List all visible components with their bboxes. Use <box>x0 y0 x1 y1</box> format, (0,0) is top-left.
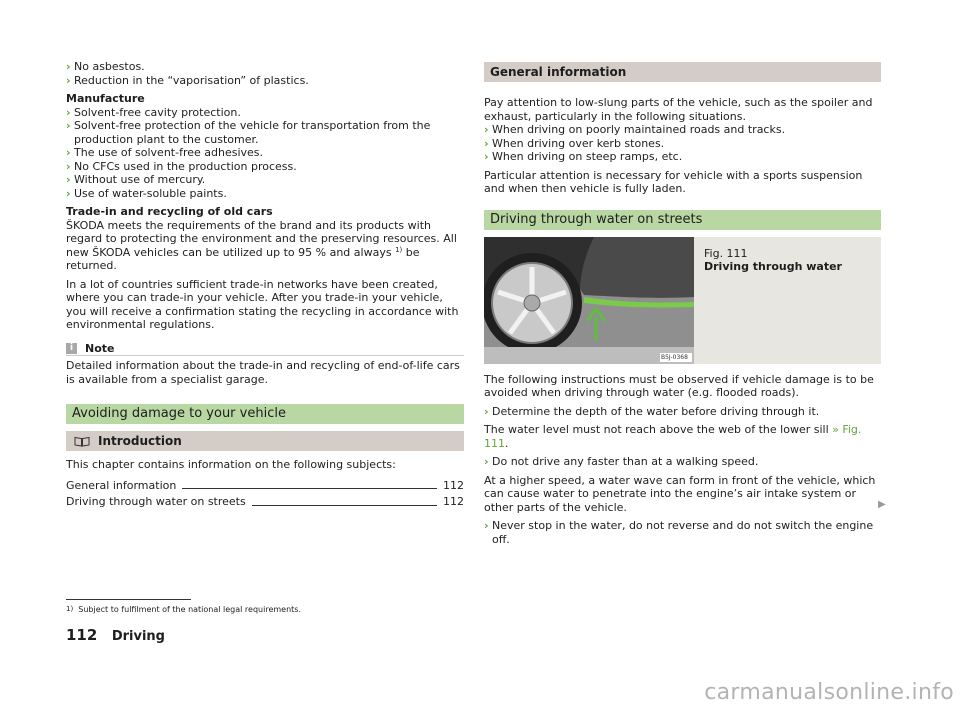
chevron-right-icon: › <box>66 146 71 159</box>
page-footer <box>66 626 165 644</box>
chevron-right-icon: › <box>484 136 489 150</box>
general-paragraph: Pay attention to low-slung parts of the vehicle, such as the spoiler and exhaust, particularly in the following situations. <box>484 96 873 123</box>
chevron-right-icon: › <box>484 455 489 468</box>
chevron-right-icon: › <box>484 404 489 418</box>
figure-code: B5J-0368 <box>661 353 688 361</box>
water-paragraph-1: The following instructions must be observed if vehicle damage is to be avoided when driving through water (e.g. flooded roads). <box>484 372 874 399</box>
right-column <box>484 60 881 546</box>
tradein-heading: Trade-in and recycling of old cars <box>66 205 273 218</box>
leader-line <box>252 505 437 506</box>
general-paragraph-2: Particular attention is necessary for vehicle with a sports suspension and when then vehicle is fully laden. <box>484 168 863 195</box>
figure-caption <box>694 237 842 364</box>
book-icon <box>74 436 90 447</box>
intro-text: This chapter contains information on the following subjects: <box>66 458 396 471</box>
footnote: 1) Subject to fulfilment of the national legal requirements. <box>66 605 301 614</box>
tradein-paragraph-2: In a lot of countries sufficient trade-in networks have been created, where you can trade-in your vehicle. After you trade-in your vehicle, you will receive a confirmation stating the recycling in accordance with environmental regulations. <box>66 277 459 331</box>
list-item: › When driving over kerb stones. <box>484 136 665 150</box>
note-label: Note <box>85 341 115 355</box>
toc-entry-general-information[interactable]: General information 112 <box>66 478 464 492</box>
chevron-right-icon: › <box>484 123 489 136</box>
footnote-ref: 1) <box>395 245 403 254</box>
list-item: › When driving on steep ramps, etc. <box>484 150 683 163</box>
manufacture-heading: Manufacture <box>66 92 145 105</box>
figure-111 <box>484 237 881 364</box>
note-header <box>66 342 464 356</box>
list-item: › Never stop in the water, do not reverse and do not switch the engine off. <box>484 519 874 546</box>
figure-image <box>484 237 694 364</box>
water-paragraph-3: At a higher speed, a water wave can form in front of the vehicle, which can cause water to penetrate into the engine’s air intake system or other parts of the vehicle. <box>484 473 876 514</box>
fig-111-link[interactable]: » Fig. 111 <box>484 423 862 450</box>
list-item: › When driving on poorly maintained roads and tracks. <box>484 123 786 136</box>
chevron-right-icon: › <box>66 105 71 119</box>
chapter-name: Driving <box>111 629 165 644</box>
chevron-right-icon: › <box>484 150 489 163</box>
list-item: › No asbestos. <box>66 60 145 73</box>
footnote-divider <box>66 599 191 600</box>
section-heading-water: Driving through water on streets <box>484 210 881 230</box>
watermark[interactable]: carmanualsonline.info <box>704 679 954 705</box>
introduction-heading: Introduction <box>66 431 464 451</box>
chevron-right-icon: › <box>66 159 71 173</box>
tradein-paragraph: ŠKODA meets the requirements of the brand and its products with regard to protecting the environment and the preserving resources. All new ŠKODA vehicles can be utilized up to 95 % and always $^{1)}$ be returned. <box>66 218 457 272</box>
list-item: › Use of water-soluble paints. <box>66 186 227 200</box>
toc-entry-driving-through-water[interactable]: Driving through water on streets 112 <box>66 495 464 508</box>
chevron-right-icon: › <box>66 119 71 132</box>
note-text: Detailed information about the trade-in and recycling of end-of-life cars is available from a specialist garage. <box>66 359 460 386</box>
info-icon: i <box>66 343 77 354</box>
page-number: 112 <box>66 626 98 644</box>
section-heading: Avoiding damage to your vehicle <box>66 404 464 424</box>
list-item: › Do not drive any faster than at a walking speed. <box>484 455 759 468</box>
chevron-right-icon: › <box>484 519 489 532</box>
list-item: › Reduction in the “vaporisation” of plastics. <box>66 73 309 87</box>
list-item: › No CFCs used in the production process. <box>66 159 297 173</box>
list-item: › Without use of mercury. <box>66 173 206 186</box>
continue-arrow-icon: ▶ <box>878 499 886 510</box>
chevron-right-icon: › <box>66 73 71 87</box>
figure-title: Driving through water <box>704 260 842 273</box>
chevron-right-icon: › <box>66 186 71 200</box>
divider <box>66 355 464 356</box>
note-box <box>66 342 464 387</box>
general-information-heading: General information <box>484 62 881 82</box>
list-item: › Solvent-free cavity protection. <box>66 105 241 119</box>
list-item: › Determine the depth of the water before driving through it. <box>484 404 820 418</box>
list-item: › Solvent-free protection of the vehicle for transportation from the production plant to the customer. <box>66 119 431 146</box>
chevron-right-icon: › <box>66 60 71 73</box>
left-column <box>66 60 464 509</box>
chevron-right-icon: › <box>66 173 71 186</box>
toc <box>66 479 464 509</box>
car-wheel-illustration <box>484 237 694 364</box>
water-paragraph-2: The water level must not reach above the web of the lower sill » Fig. 111. <box>484 423 862 450</box>
list-item: › The use of solvent-free adhesives. <box>66 146 264 159</box>
figure-number: Fig. 111 <box>704 246 748 260</box>
leader-line <box>182 488 437 489</box>
